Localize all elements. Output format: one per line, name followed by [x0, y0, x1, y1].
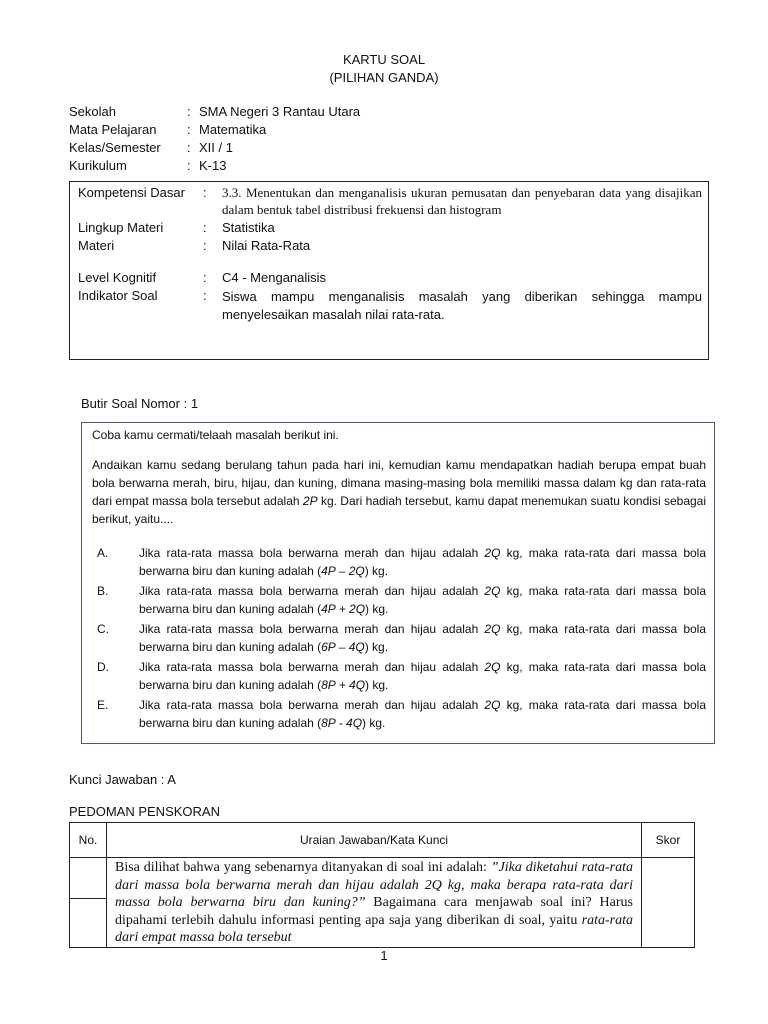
- colon: :: [203, 185, 207, 200]
- option-text: Jika rata-rata massa bola berwarna merah dan hijau adalah: [139, 584, 485, 598]
- kunci-jawaban: Kunci Jawaban : A: [69, 772, 176, 787]
- option-letter: E.: [97, 698, 109, 712]
- option-letter: C.: [97, 622, 109, 636]
- header-value: K-13: [199, 158, 227, 173]
- option-text: Jika rata-rata massa bola berwarna merah dan hijau adalah: [139, 698, 485, 712]
- question-body-text: kg. Dari hadiah tersebut, kamu dapat menemukan suatu kondisi sebagai berikut, yaitu....: [92, 494, 706, 526]
- materi-value: Nilai Rata-Rata: [222, 238, 311, 253]
- option-c: [97, 620, 706, 656]
- header-value: SMA Negeri 3 Rantau Utara: [199, 104, 361, 119]
- option-text: ) kg.: [364, 564, 389, 578]
- col-skor: Skor: [642, 823, 695, 858]
- option-expression: 8P + 4Q: [321, 678, 366, 692]
- header-colon: :: [187, 158, 191, 173]
- option-text: kg, maka rata-rata dari massa bola berwarna biru dan kuning adalah (: [139, 622, 707, 654]
- colon: :: [203, 288, 207, 303]
- question-body-text: Andaikan kamu sedang berulang tahun pada hari ini, kemudian kamu mendapatkan hadiah berupa empat buah bola berwarna merah, biru, hijau, dan kuning, dimana masing-masing bola memiliki massa dalam kg dan rata-rata dari empat massa bola tersebut adalah: [92, 458, 706, 508]
- skor-cell: [642, 858, 695, 948]
- header-value: XII / 1: [199, 140, 233, 155]
- option-text: Jika rata-rata massa bola berwarna merah dan hijau adalah: [139, 622, 485, 636]
- materi-label: Materi: [78, 238, 115, 253]
- uraian-text: Bagaimana cara menjawab soal ini? Harus dipahami terlebih dahulu informasi penting apa saja yang diberikan di soal, yaitu: [115, 895, 633, 928]
- header-colon: :: [187, 122, 191, 137]
- header-colon: :: [187, 104, 191, 119]
- option-variable: 2Q: [484, 546, 501, 560]
- header-label: Sekolah: [69, 104, 116, 119]
- header-label: Mata Pelajaran: [69, 122, 157, 137]
- lingkup-value: Statistika: [222, 220, 275, 235]
- option-text: kg, maka rata-rata dari massa bola berwarna biru dan kuning adalah (: [139, 660, 707, 692]
- card-title: KARTU SOAL: [342, 52, 426, 67]
- option-expression: 8P - 4Q: [321, 716, 363, 730]
- level-value: C4 - Menganalisis: [222, 270, 327, 285]
- colon: :: [203, 238, 207, 253]
- option-text: ) kg.: [364, 640, 389, 654]
- option-d: [97, 658, 706, 694]
- colon: :: [203, 220, 207, 235]
- header-label: Kurikulum: [69, 158, 127, 173]
- question-body: [92, 456, 706, 528]
- level-label: Level Kognitif: [78, 270, 157, 285]
- indikator-value: Siswa mampu menganalisis masalah yang diberikan sehingga mampu menyelesaikan masalah nilai rata-rata.: [222, 289, 702, 322]
- scoring-table-header: [70, 823, 695, 858]
- option-e: [97, 696, 706, 732]
- question-intro: Coba kamu cermati/telaah masalah berikut ini.: [92, 428, 339, 442]
- col-no: No.: [70, 823, 107, 858]
- uraian-italic: ”Jika diketahui rata-rata dari massa bola berwarna merah dan hijau adalah 2Q kg, maka berapa rata-rata dari massa bola berwarna biru dan kuning?”: [115, 860, 633, 910]
- question-variable: 2P: [302, 494, 318, 508]
- butir-soal-label: Butir Soal Nomor : 1: [81, 396, 199, 411]
- uraian-text: Bisa dilihat bahwa yang sebenarnya ditanyakan di soal ini adalah:: [115, 860, 491, 875]
- option-text: ) kg.: [365, 602, 389, 616]
- kompetensi-value: 3.3. Menentukan dan menganalisis ukuran pemusatan dan penyebaran data yang disajikan dalam bentuk tabel distribusi frekuensi dan histogram: [222, 185, 702, 217]
- option-text: ) kg.: [365, 678, 389, 692]
- uraian-cell: [107, 858, 642, 948]
- option-variable: 2Q: [484, 584, 501, 598]
- pedoman-title: PEDOMAN PENSKORAN: [69, 804, 220, 819]
- header-value: Matematika: [199, 122, 267, 137]
- option-variable: 2Q: [484, 622, 501, 636]
- page-number: 1: [380, 948, 388, 963]
- option-letter: B.: [97, 584, 109, 598]
- option-text: Jika rata-rata massa bola berwarna merah dan hijau adalah: [139, 546, 485, 560]
- option-letter: A.: [97, 546, 109, 560]
- no-cell: [70, 858, 107, 948]
- uraian-italic: rata-rata dari empat massa bola tersebut: [115, 912, 633, 945]
- kompetensi-label: Kompetensi Dasar: [78, 185, 185, 200]
- scoring-table: [69, 822, 695, 948]
- option-letter: D.: [97, 660, 109, 674]
- option-text: kg, maka rata-rata dari massa bola berwarna biru dan kuning adalah (: [139, 584, 707, 616]
- option-text: ) kg.: [362, 716, 386, 730]
- option-expression: 4P – 2Q: [321, 564, 365, 578]
- option-variable: 2Q: [484, 660, 501, 674]
- col-uraian: Uraian Jawaban/Kata Kunci: [107, 823, 642, 858]
- indikator-label: Indikator Soal: [78, 288, 158, 303]
- option-expression: 4P + 2Q: [321, 602, 366, 616]
- option-a: [97, 544, 706, 580]
- option-text: Jika rata-rata massa bola berwarna merah dan hijau adalah: [139, 660, 485, 674]
- lingkup-label: Lingkup Materi: [78, 220, 164, 235]
- header-label: Kelas/Semester: [69, 140, 161, 155]
- card-subtitle: (PILIHAN GANDA): [329, 70, 439, 85]
- option-text: kg, maka rata-rata dari massa bola berwarna biru dan kuning adalah (: [139, 698, 707, 730]
- option-variable: 2Q: [484, 698, 501, 712]
- header-colon: :: [187, 140, 191, 155]
- option-expression: 6P – 4Q: [321, 640, 365, 654]
- option-text: kg, maka rata-rata dari massa bola berwarna biru dan kuning adalah (: [139, 546, 707, 578]
- question-box: [81, 422, 715, 744]
- colon: :: [203, 270, 207, 285]
- info-box: [69, 181, 709, 360]
- option-b: [97, 582, 706, 618]
- table-row: [70, 858, 695, 948]
